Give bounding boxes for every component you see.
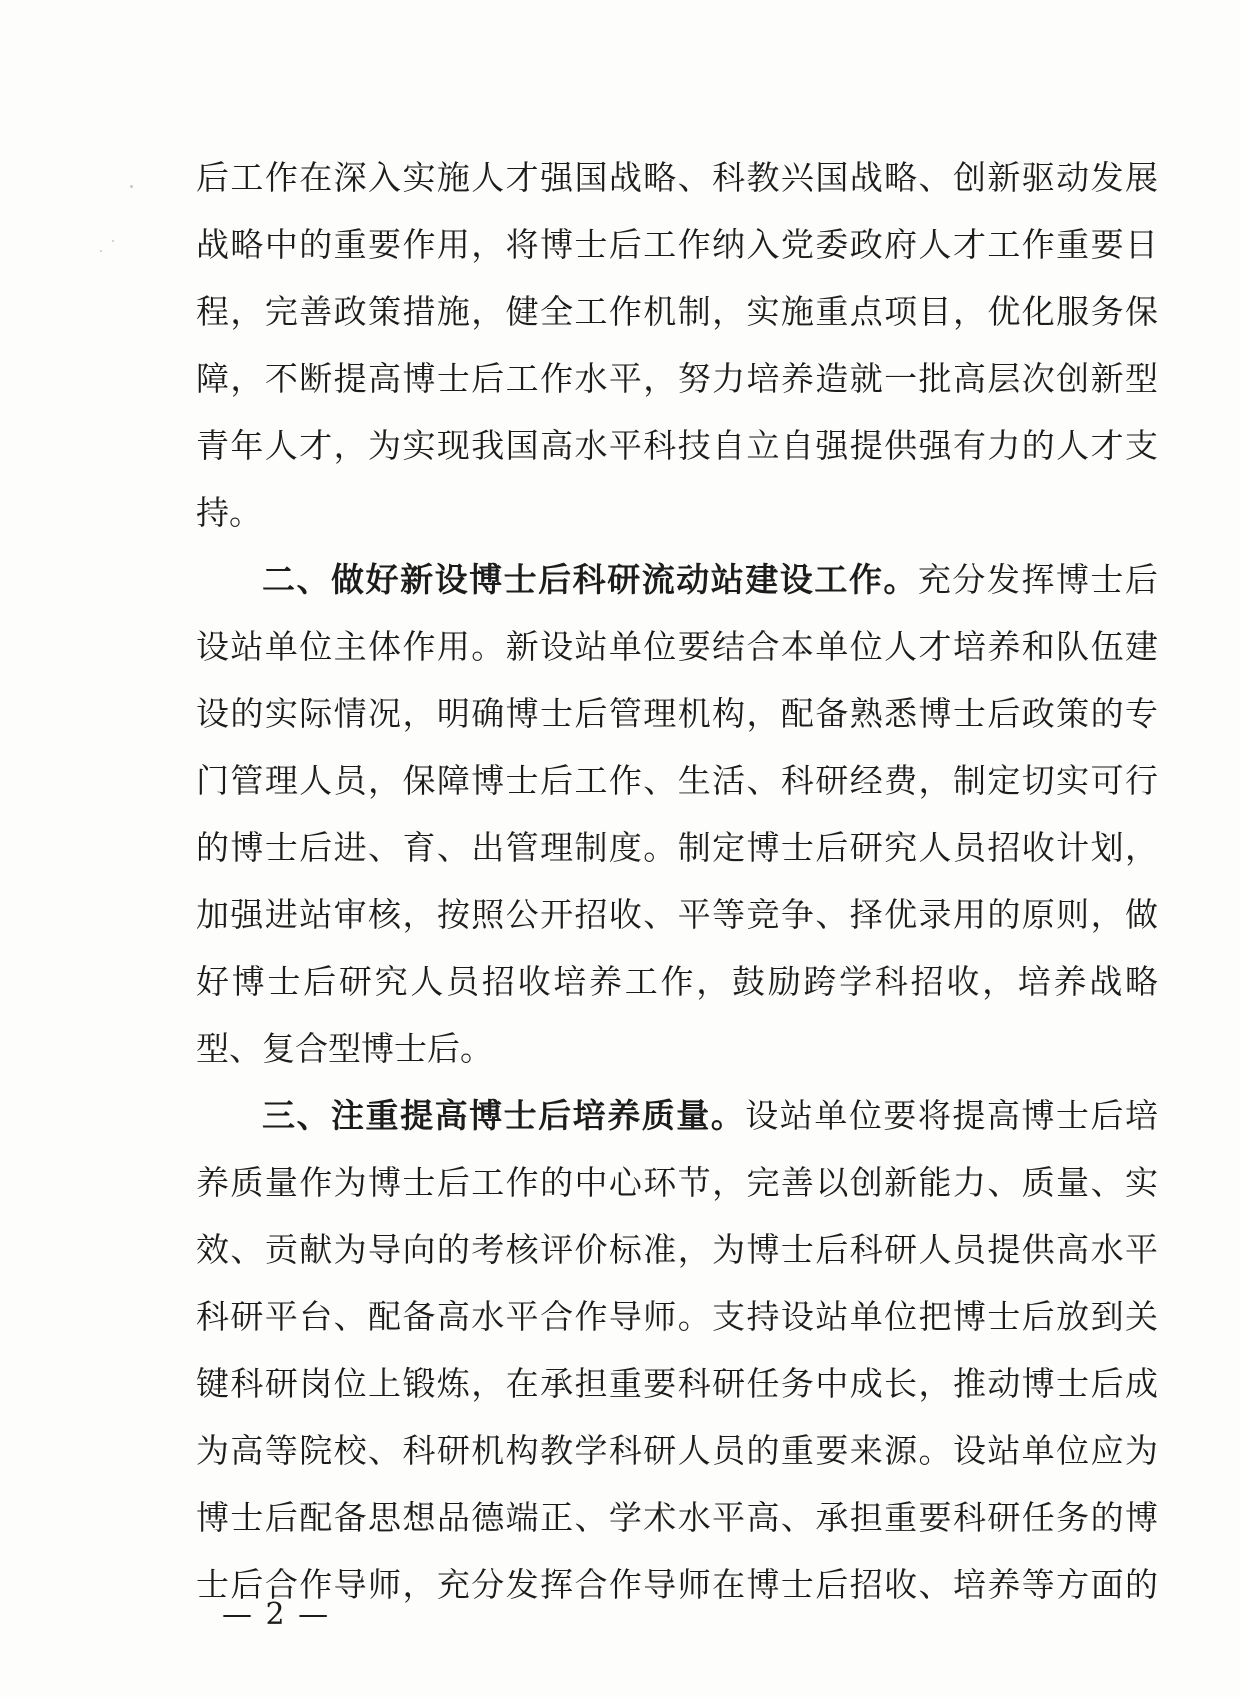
section-2-first-line-text: 充分发挥博士后 bbox=[917, 560, 1159, 599]
text-line: 博士后配备思想品德端正、学术水平高、承担重要科研任务的博 bbox=[196, 1498, 1158, 1537]
section-3-heading: 三、注重提高博士后培养质量。 bbox=[262, 1096, 746, 1135]
section-2-heading: 二、做好新设博士后科研流动站建设工作。 bbox=[262, 560, 918, 599]
text-line: 持。 bbox=[196, 493, 262, 532]
scan-speck bbox=[130, 185, 133, 188]
text-line: 后工作在深入实施人才强国战略、科教兴国战略、创新驱动发展 bbox=[196, 158, 1158, 197]
text-line: 的博士后进、育、出管理制度。制定博士后研究人员招收计划， bbox=[196, 828, 1158, 867]
text-line: 科研平台、配备高水平合作导师。支持设站单位把博士后放到关 bbox=[196, 1297, 1158, 1336]
scan-speck bbox=[100, 250, 102, 252]
text-line: 为高等院校、科研机构教学科研人员的重要来源。设站单位应为 bbox=[196, 1431, 1158, 1470]
text-line: 设的实际情况，明确博士后管理机构，配备熟悉博士后政策的专 bbox=[196, 694, 1158, 733]
text-line: 青年人才，为实现我国高水平科技自立自强提供强有力的人才支 bbox=[196, 426, 1158, 465]
text-line: 型、复合型博士后。 bbox=[196, 1029, 493, 1068]
page-number: — 2 — bbox=[222, 1597, 331, 1632]
text-line: 战略中的重要作用，将博士后工作纳入党委政府人才工作重要日 bbox=[196, 225, 1158, 264]
text-line: 设站单位主体作用。新设站单位要结合本单位人才培养和队伍建 bbox=[196, 627, 1158, 666]
text-line: 门管理人员，保障博士后工作、生活、科研经费，制定切实可行 bbox=[196, 761, 1158, 800]
text-line: 养质量作为博士后工作的中心环节，完善以创新能力、质量、实 bbox=[196, 1163, 1158, 1202]
section-3-first-line-text: 设站单位要将提高博士后培 bbox=[745, 1096, 1159, 1135]
text-line: 障，不断提高博士后工作水平，努力培养造就一批高层次创新型 bbox=[196, 359, 1158, 398]
section-2-first-line bbox=[196, 546, 1158, 613]
section-3-first-line bbox=[196, 1082, 1158, 1149]
text-line: 好博士后研究人员招收培养工作，鼓励跨学科招收，培养战略 bbox=[196, 962, 1158, 1001]
text-line: 程，完善政策措施，健全工作机制，实施重点项目，优化服务保 bbox=[196, 292, 1158, 331]
document-body bbox=[196, 144, 1158, 1618]
text-line: 士后合作导师，充分发挥合作导师在博士后招收、培养等方面的 bbox=[196, 1565, 1158, 1604]
text-line: 加强进站审核，按照公开招收、平等竞争、择优录用的原则，做 bbox=[196, 895, 1158, 934]
text-line: 键科研岗位上锻炼，在承担重要科研任务中成长，推动博士后成 bbox=[196, 1364, 1158, 1403]
text-line: 效、贡献为导向的考核评价标准，为博士后科研人员提供高水平 bbox=[196, 1230, 1158, 1269]
scan-speck bbox=[112, 240, 114, 242]
